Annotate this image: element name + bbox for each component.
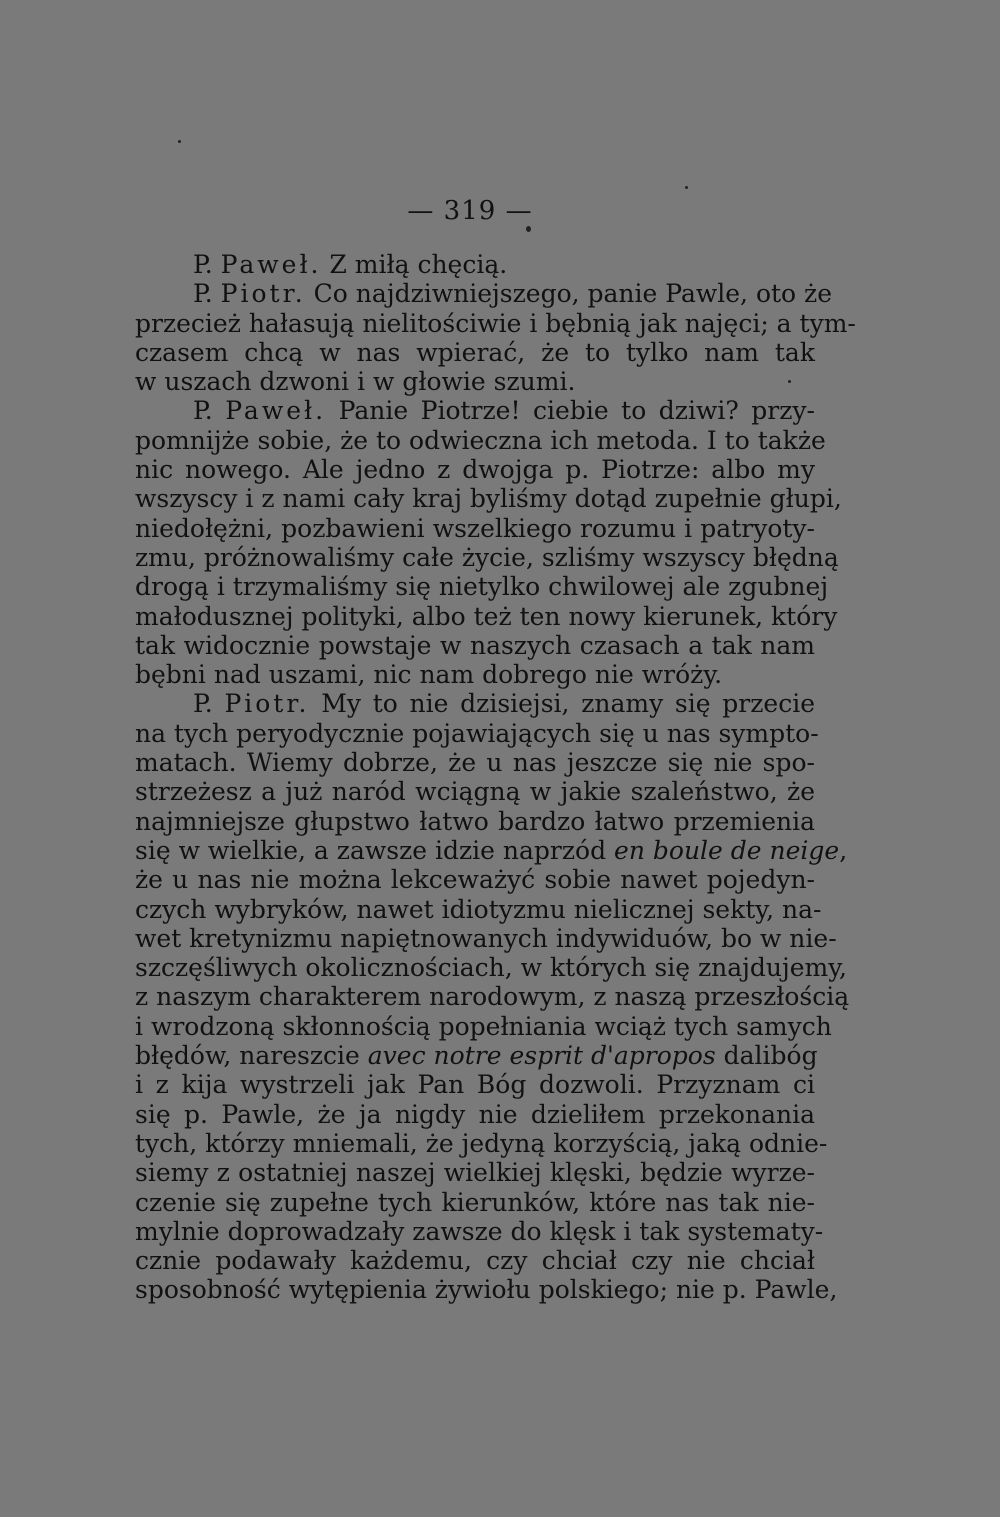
line-text: czasem chcą w nas wpierać, że to tylko nam tak [135, 337, 815, 367]
text-line [135, 748, 815, 777]
italic-phrase: avec notre esprit d'apropos [367, 1041, 716, 1071]
print-speck [526, 226, 531, 232]
text-line [135, 953, 847, 983]
line-text: P. [193, 396, 226, 426]
speaker-name: Paweł. [220, 250, 322, 279]
text-line [135, 718, 819, 748]
text-line [135, 514, 815, 543]
line-text: wszyscy i z nami cały kraj byliśmy dotąd zupełnie głupi, [135, 484, 842, 514]
line-text: zmu, próżnowaliśmy całe życie, szliśmy wszyscy błędną [135, 542, 839, 572]
text-line [135, 1216, 824, 1246]
line-text: i wrodzoną skłonnością popełniania wciąż tych samych [135, 1011, 832, 1041]
text-line [135, 308, 856, 338]
line-text: że u nas nie można lekceważyć sobie nawet pojedyn- [135, 865, 815, 895]
line-text: pomnijże sobie, że to odwieczna ich metoda. I to także [135, 425, 826, 455]
print-speck [685, 186, 688, 189]
text-line [135, 396, 815, 425]
line-text: sposobność wytępienia żywiołu polskiego; nie p. Pawle, [135, 1275, 838, 1305]
line-text: na tych peryodycznie pojawiających się u nas sympto- [135, 718, 819, 748]
line-text: błędów, nareszcie [135, 1041, 368, 1071]
line-text: nic nowego. Ale jedno z dwojga p. Piotrze: albo my [135, 455, 815, 485]
speaker-name: Piotr. [220, 279, 306, 309]
line-text: niedołężni, pozbawieni wszelkiego rozumu i patryoty- [135, 513, 815, 543]
line-text: My to nie dzisiejsi, znamy się przecie [309, 689, 815, 719]
text-line [135, 1011, 832, 1041]
text-line [135, 455, 815, 484]
speaker-name: Paweł. [225, 396, 327, 426]
text-line [135, 572, 829, 602]
line-text: tych, którzy mniemali, że jedyną korzyścią, jaką odnie- [135, 1128, 828, 1158]
line-text: drogą i trzymaliśmy się nietylko chwilowej ale zgubnej [135, 572, 829, 602]
line-text: małodusznej polityki, albo też ten nowy kierunek, który [135, 601, 838, 631]
text-line [135, 338, 815, 367]
text-line [135, 601, 838, 631]
text-line [135, 777, 815, 806]
line-text: mylnie doprowadzały zawsze do klęsk i tak systematy- [135, 1216, 824, 1246]
text-line [135, 1188, 815, 1217]
text-line [135, 894, 822, 924]
line-text: przecież hałasują nielitościwie i bębnią jak najęci; a tym- [135, 308, 856, 338]
text-line [135, 425, 826, 455]
line-text: i z kija wystrzeli jak Pan Bóg dozwoli. Przyznam ci [135, 1070, 815, 1100]
text-line [135, 923, 837, 953]
body-text [135, 250, 856, 1305]
line-text: dalibóg [715, 1041, 818, 1071]
line-text: się w wielkie, a zawsze idzie naprzód [135, 835, 615, 865]
line-text: siemy z ostatniej naszej wielkiej klęski, będzie wyrze- [135, 1158, 815, 1188]
text-line [135, 484, 842, 514]
text-line [135, 279, 833, 309]
speaker-name: Piotr. [224, 689, 310, 719]
line-text: bębni nad uszami, nic nam dobrego nie wróży. [135, 660, 723, 690]
line-text: strzeżesz a już naród wciągną w jakie szaleństwo, że [135, 777, 815, 807]
line-text: tak widocznie powstaje w naszych czasach a tak nam [135, 630, 815, 660]
text-line [135, 1158, 815, 1187]
line-text: matach. Wiemy dobrze, że u nas jeszcze się nie spo- [135, 748, 815, 778]
text-line [135, 689, 815, 718]
line-text: Z miłą chęcią. [321, 250, 508, 279]
line-text: P. [193, 250, 221, 279]
line-text: P. [193, 279, 221, 309]
line-text: w uszach dzwoni i w głowie szumi. [135, 367, 576, 397]
text-line [135, 660, 815, 689]
text-line [135, 1246, 815, 1275]
text-line [135, 1070, 815, 1099]
text-line [135, 542, 839, 572]
text-line [135, 250, 815, 279]
text-line [135, 982, 850, 1012]
line-text: Co najdziwniejszego, panie Pawle, oto że [305, 279, 833, 309]
text-line [135, 1128, 828, 1158]
line-text: czych wybryków, nawet idiotyzmu nielicznej sekty, na- [135, 894, 822, 924]
text-line [135, 835, 848, 865]
text-line [135, 1041, 818, 1071]
italic-phrase: en boule de neige [614, 835, 840, 865]
line-text: , [839, 835, 848, 865]
line-text: szczęśliwych okolicznościach, w których się znajdujemy, [135, 953, 847, 983]
text-line [135, 807, 815, 836]
line-text: Panie Piotrze! ciebie to dziwi? przy- [326, 396, 815, 426]
text-line [135, 1100, 815, 1129]
line-text: z naszym charakterem narodowym, z naszą przeszłością [135, 982, 850, 1012]
line-text: czenie się zupełne tych kierunków, które nas tak nie- [135, 1187, 815, 1217]
text-line [135, 1275, 838, 1305]
line-text: wet kretynizmu napiętnowanych indywiduów, bo w nie- [135, 923, 837, 953]
line-text: cznie podawały każdemu, czy chciał czy nie chciał [135, 1246, 815, 1276]
print-speck [788, 380, 791, 383]
text-line [135, 865, 815, 894]
line-text: się p. Pawle, że ja nigdy nie dzieliłem przekonania [135, 1099, 815, 1129]
print-speck [178, 140, 181, 143]
text-line [135, 631, 815, 660]
line-text: P. [193, 689, 225, 719]
line-text: najmniejsze głupstwo łatwo bardzo łatwo przemienia [135, 806, 815, 836]
text-line [135, 367, 815, 396]
page-number: — 319 — [407, 196, 533, 226]
